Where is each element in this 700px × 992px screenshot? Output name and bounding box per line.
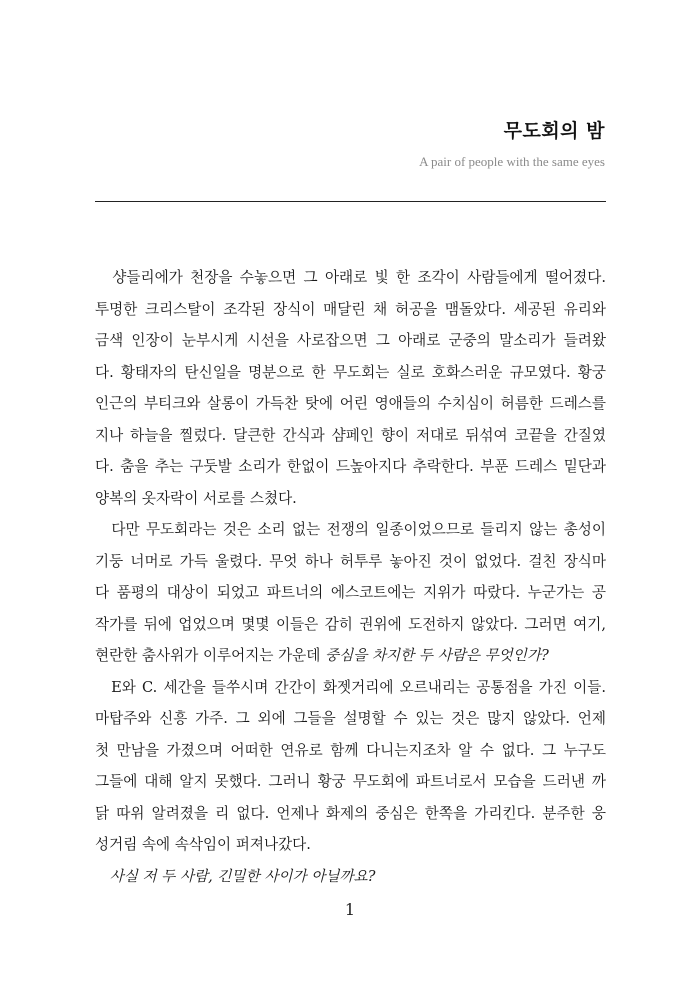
text-segment: 다만 무도회라는 것은 소리 없는 전쟁의 일종이었으므로 들리지 않는 총성이 — [95, 521, 606, 538]
text-segment: 닭 따위 알려졌을 리 없다. 언제나 화제의 중심은 한쪽을 가리킨다. 분주한 웅 — [95, 804, 606, 822]
text-line — [95, 546, 606, 578]
italic-text-segment: 사실 저 두 사람, 긴밀한 사이가 아닐까요? — [109, 867, 376, 885]
text-segment: 지나 하늘을 찔렀다. 달큰한 간식과 샴페인 향이 저대로 뒤섞여 코끝을 간질였 — [95, 426, 606, 444]
chapter-title: 무도회의 밤 — [503, 120, 605, 142]
text-segment: 금색 인장이 눈부시게 시선을 사로잡으면 그 아래로 군중의 말소리가 들려왔 — [95, 332, 606, 349]
title-divider — [95, 201, 606, 202]
text-segment — [95, 868, 110, 885]
text-line — [95, 766, 606, 798]
text-line — [95, 703, 606, 735]
text-segment: 작가를 뒤에 업었으며 몇몇 이들은 감히 권위에 도전하지 않았다. 그러면 여기, — [95, 615, 606, 633]
italic-text-segment: 중심을 차지한 두 사람은 무엇인가? — [325, 647, 549, 664]
text-line — [95, 294, 606, 326]
text-line — [95, 262, 606, 294]
text-line — [95, 357, 606, 389]
text-segment: 샹들리에가 천장을 수놓으면 그 아래로 빛 한 조각이 사람들에게 떨어졌다. — [95, 269, 606, 286]
text-line — [95, 451, 606, 483]
text-line — [95, 861, 606, 893]
text-segment: 현란한 춤사위가 이루어지는 가운데 — [95, 647, 326, 664]
text-line — [95, 798, 606, 830]
text-line — [95, 672, 606, 704]
text-segment: 다. 춤을 추는 구둣발 소리가 한없이 드높아지다 추락한다. 부푼 드레스 밑단과 — [95, 458, 606, 475]
text-line — [95, 609, 606, 641]
page-number: 1 — [344, 900, 356, 919]
text-line — [95, 420, 606, 452]
text-line — [95, 577, 606, 609]
text-segment: E와 C. 세간을 들쑤시며 간간이 화젯거리에 오르내리는 공통점을 가진 이들. — [95, 678, 606, 696]
text-segment: 양복의 옷자락이 서로를 스쳤다. — [95, 489, 297, 507]
text-segment: 인근의 부티크와 살롱이 가득찬 탓에 어린 영애들의 수치심이 허름한 드레스를 — [95, 395, 606, 412]
text-segment: 그들에 대해 알지 못했다. 그러니 황궁 무도회에 파트너로서 모습을 드러낸 까 — [95, 773, 606, 790]
text-line — [95, 483, 606, 515]
text-line — [95, 829, 606, 861]
text-segment: 다 품평의 대상이 되었고 파트너의 에스코트에는 지위가 따랐다. 누군가는 공 — [95, 584, 606, 601]
text-segment: 마탑주와 신흥 가주. 그 외에 그들을 설명할 수 있는 것은 많지 않았다. 언제 — [95, 710, 606, 727]
text-segment: 투명한 크리스탈이 조각된 장식이 매달린 채 허공을 맴돌았다. 세공된 유리와 — [95, 300, 606, 318]
text-line — [95, 514, 606, 546]
text-segment: 첫 만남을 가졌으며 어떠한 연유로 함께 다니는지조차 알 수 없다. 그 누구도 — [95, 741, 606, 759]
text-segment: 다. 황태자의 탄신일을 명분으로 한 무도회는 실로 호화스러운 규모였다. 황궁 — [95, 363, 606, 381]
text-segment: 성거림 속에 속삭임이 퍼져나갔다. — [95, 836, 311, 853]
body-text — [95, 262, 606, 892]
text-line — [95, 735, 606, 767]
text-line — [95, 325, 606, 357]
text-line — [95, 388, 606, 420]
text-line — [95, 640, 606, 672]
chapter-subtitle: A pair of people with the same eyes — [419, 154, 605, 169]
text-segment: 기둥 너머로 가득 울렸다. 무엇 하나 허투루 놓아진 것이 없었다. 걸친 장식마 — [95, 552, 606, 570]
